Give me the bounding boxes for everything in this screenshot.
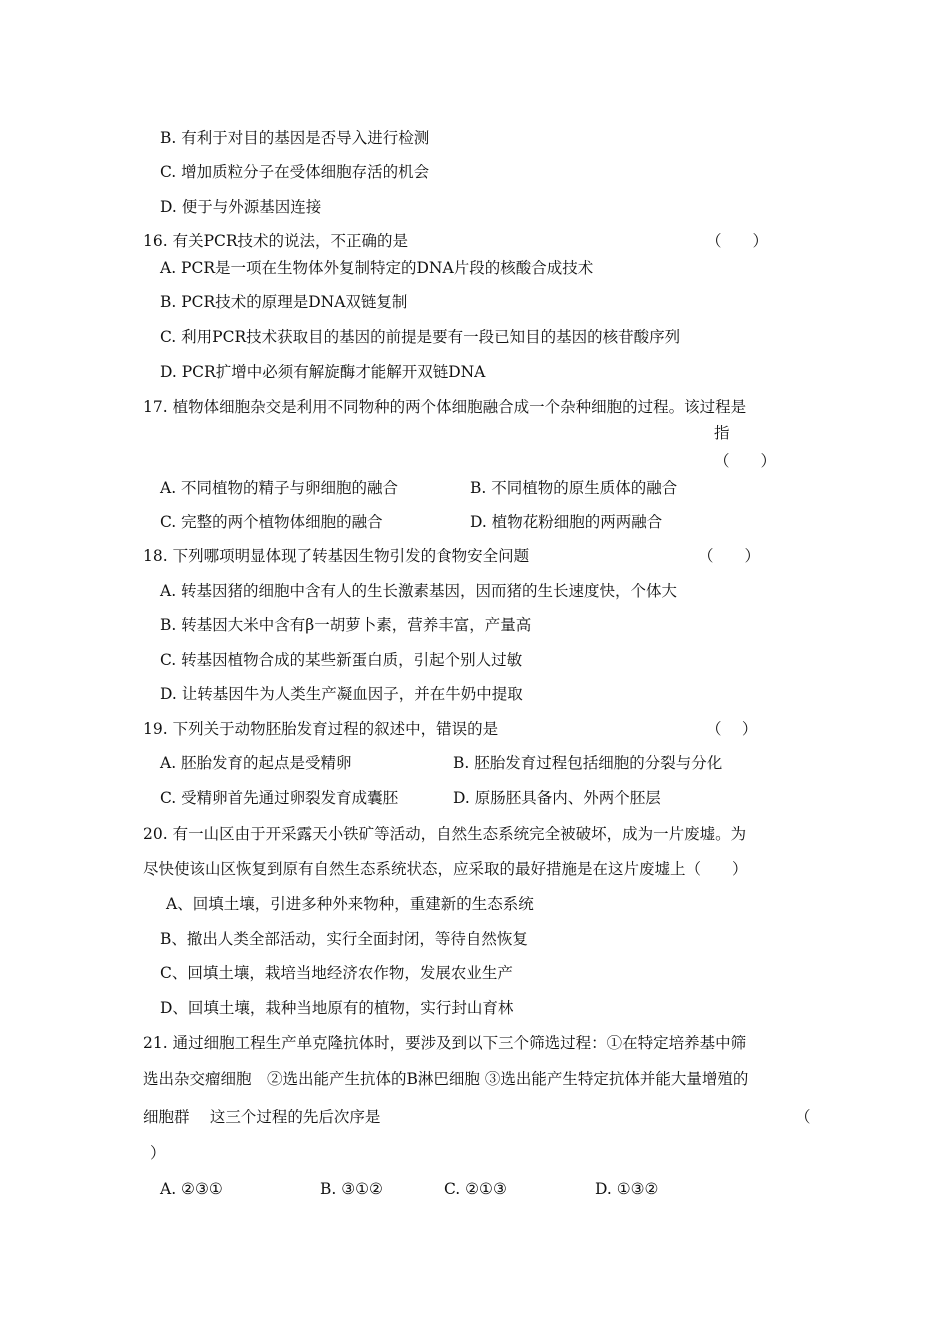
q18-option-b: B. 转基因大米中含有β一胡萝卜素，营养丰富，产量高 — [160, 616, 532, 634]
q18-option-d: D. 让转基因牛为人类生产凝血因子，并在牛奶中提取 — [160, 685, 523, 703]
q20-stem-continued: 尽快使该山区恢复到原有自然生态系统状态，应采取的最好措施是在这片废墟上（ ） — [143, 860, 748, 878]
q18-option-a: A. 转基因猪的细胞中含有人的生长激素基因，因而猪的生长速度快，个体大 — [160, 582, 678, 600]
q18-answer-bracket: （ ） — [698, 547, 761, 565]
q15-option-b: B. 有利于对目的基因是否导入进行检测 — [160, 129, 430, 147]
q19-option-b: B. 胚胎发育过程包括细胞的分裂与分化 — [453, 754, 723, 772]
q17-stem: 17. 植物体细胞杂交是利用不同物种的两个体细胞融合成一个杂种细胞的过程。该过程是 — [143, 398, 747, 416]
q17-option-b: B. 不同植物的原生质体的融合 — [470, 479, 678, 497]
q18-stem: 18. 下列哪项明显体现了转基因生物引发的食物安全问题 — [143, 547, 530, 565]
q18-option-c: C. 转基因植物合成的某些新蛋白质，引起个别人过敏 — [160, 651, 523, 669]
q17-option-d: D. 植物花粉细胞的两两融合 — [470, 513, 663, 531]
q21-stem-line-3: 细胞群 这三个过程的先后次序是 — [143, 1108, 381, 1126]
q20-option-b: B、撤出人类全部活动，实行全面封闭，等待自然恢复 — [160, 930, 528, 948]
q21-option-c: C. ②①③ — [444, 1180, 507, 1198]
q21-option-a: A. ②③① — [160, 1180, 223, 1198]
q21-stem: 21. 通过细胞工程生产单克隆抗体时，要涉及到以下三个筛选过程：①在特定培养基中筛 — [143, 1034, 747, 1052]
q16-stem: 16. 有关PCR技术的说法，不正确的是 — [143, 232, 409, 250]
q15-option-c: C. 增加质粒分子在受体细胞存活的机会 — [160, 163, 430, 181]
q19-option-d: D. 原肠胚具备内、外两个胚层 — [453, 789, 661, 807]
q19-option-c: C. 受精卵首先通过卵裂发育成囊胚 — [160, 789, 399, 807]
q21-option-b: B. ③①② — [320, 1180, 383, 1198]
q17-answer-bracket: （ ） — [714, 452, 777, 470]
q21-option-d: D. ①③② — [595, 1180, 659, 1198]
q19-stem: 19. 下列关于动物胚胎发育过程的叙述中，错误的是 — [143, 720, 499, 738]
q16-option-c: C. 利用PCR技术获取目的基因的前提是要有一段已知目的基因的核苷酸序列 — [160, 328, 681, 346]
q20-stem: 20. 有一山区由于开采露天小铁矿等活动，自然生态系统完全被破坏，成为一片废墟。为 — [143, 825, 747, 843]
q19-option-a: A. 胚胎发育的起点是受精卵 — [160, 754, 352, 772]
q17-option-c: C. 完整的两个植物体细胞的融合 — [160, 513, 383, 531]
q20-option-d: D、回填土壤，栽种当地原有的植物，实行封山育林 — [160, 999, 514, 1017]
q16-option-d: D. PCR扩增中必须有解旋酶才能解开双链DNA — [160, 363, 486, 381]
q16-option-a: A. PCR是一项在生物体外复制特定的DNA片段的核酸合成技术 — [160, 259, 594, 277]
q20-option-a: A、回填土壤，引进多种外来物种，重建新的生态系统 — [166, 895, 534, 913]
q15-option-d: D. 便于与外源基因连接 — [160, 198, 322, 216]
q21-answer-bracket-close: ） — [150, 1144, 166, 1162]
q17-stem-continued: 指 — [714, 424, 730, 442]
q16-answer-bracket: （ ） — [706, 232, 769, 250]
q21-answer-bracket-open: （ — [795, 1108, 811, 1126]
q17-option-a: A. 不同植物的精子与卵细胞的融合 — [160, 479, 399, 497]
q21-stem-line-2: 选出杂交瘤细胞 ②选出能产生抗体的B淋巴细胞 ③选出能产生特定抗体并能大量增殖的 — [143, 1070, 749, 1088]
q16-option-b: B. PCR技术的原理是DNA双链复制 — [160, 293, 408, 311]
q20-option-c: C、回填土壤，栽培当地经济农作物，发展农业生产 — [160, 964, 513, 982]
q19-answer-bracket: （ ） — [706, 720, 758, 738]
